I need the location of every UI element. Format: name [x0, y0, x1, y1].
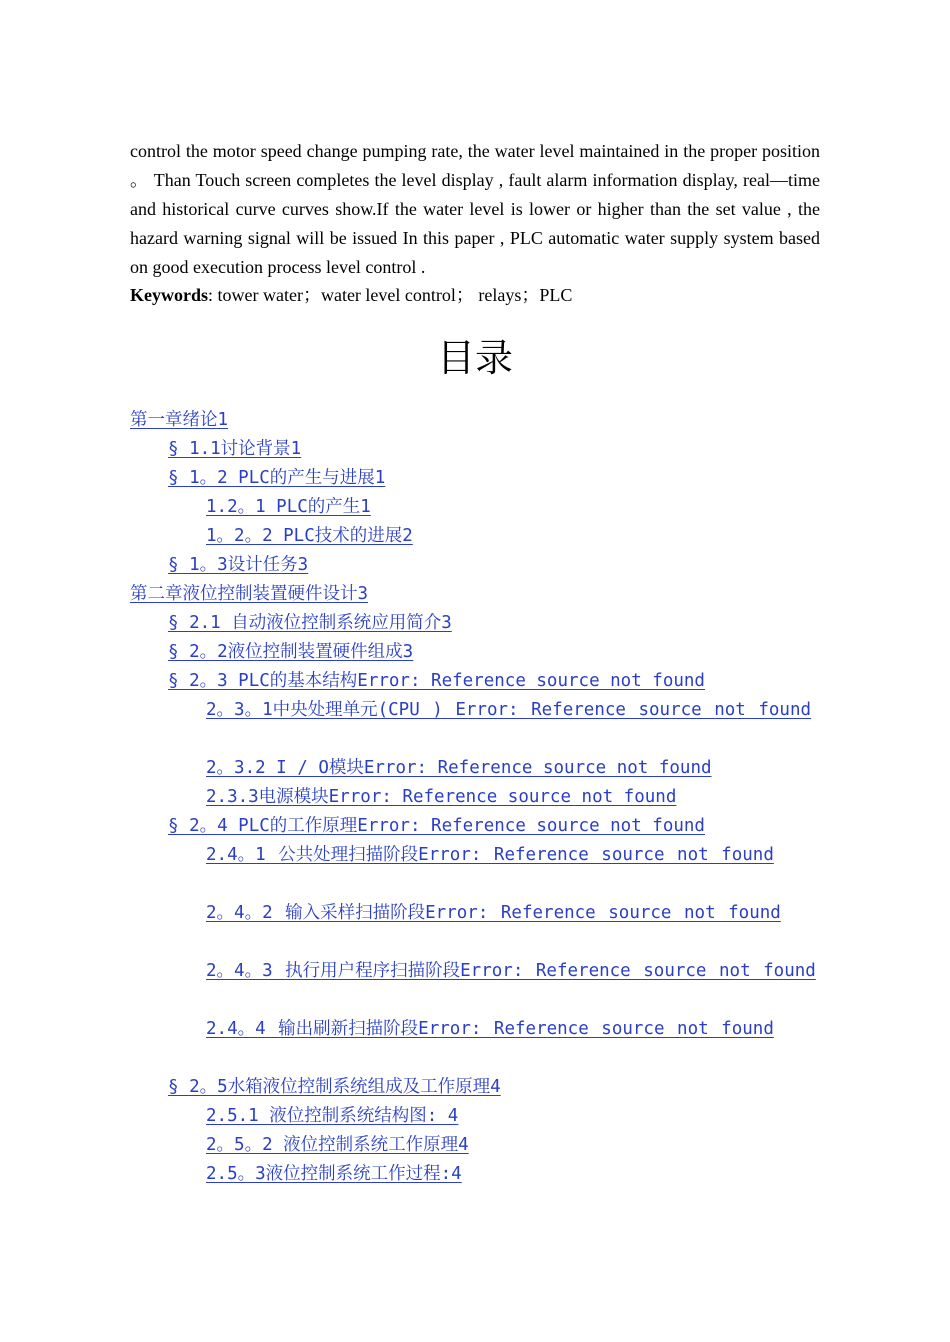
- toc-link-chapter-2[interactable]: 第二章液位控制装置硬件设计3: [130, 584, 369, 604]
- toc-link-section-2-4-4[interactable]: 2.4。4 输出刷新扫描阶段Error: Reference source not found: [206, 1019, 774, 1039]
- toc-link-section-1-1[interactable]: § 1.1讨论背景1: [168, 439, 302, 459]
- toc-link-section-1-2-2[interactable]: 1。2。2 PLC技术的进展2: [206, 526, 413, 546]
- toc-link-section-2-3-1[interactable]: 2。3。1中央处理单元(CPU ) Error: Reference source not found: [206, 700, 812, 720]
- toc-link-section-2-2[interactable]: § 2。2液位控制装置硬件组成3: [168, 642, 414, 662]
- toc-link-section-2-4[interactable]: § 2。4 PLC的工作原理Error: Reference source not found: [168, 816, 705, 836]
- toc-link-section-1-2-1[interactable]: 1.2。1 PLC的产生1: [206, 497, 371, 517]
- toc-link-section-2-5-3[interactable]: 2.5。3液位控制系统工作过程:4: [206, 1164, 462, 1184]
- toc-link-section-2-4-1[interactable]: 2.4。1 公共处理扫描阶段Error: Reference source not found: [206, 845, 774, 865]
- toc-link-section-2-4-2[interactable]: 2。4。2 输入采样扫描阶段Error: Reference source not found: [206, 903, 781, 923]
- toc-link-section-1-2[interactable]: § 1。2 PLC的产生与进展1: [168, 468, 386, 488]
- toc-link-chapter-1[interactable]: 第一章绪论1: [130, 410, 229, 430]
- toc-link-section-2-3[interactable]: § 2。3 PLC的基本结构Error: Reference source not found: [168, 671, 705, 691]
- toc-link-section-2-1[interactable]: § 2.1 自动液位控制系统应用简介3: [168, 613, 452, 633]
- toc-link-section-1-3[interactable]: § 1。3设计任务3: [168, 555, 309, 575]
- toc-link-section-2-4-3[interactable]: 2。4。3 执行用户程序扫描阶段Error: Reference source not found: [206, 961, 816, 981]
- toc-link-section-2-5-2[interactable]: 2。5。2 液位控制系统工作原理4: [206, 1135, 469, 1155]
- keywords-label: Keywords: [130, 285, 208, 305]
- toc-link-section-2-5-1[interactable]: 2.5.1 液位控制系统结构图: 4: [206, 1106, 459, 1126]
- keywords-text: : tower water；water level control； relays；PLC: [208, 285, 573, 305]
- toc-title: 目录: [436, 336, 513, 380]
- abstract-paragraph: control the motor speed change pumping rate, the water level maintained in the proper position 。 Than Touch screen completes the level display , fault alarm information display, real—time and historical curve curves show.If the water level is lower or higher than the set value , the hazard warning signal will be issued In this paper , PLC automatic water supply system based on good execution process level control .: [130, 141, 820, 277]
- toc-link-section-2-3-3[interactable]: 2.3.3电源模块Error: Reference source not found: [206, 787, 677, 807]
- toc-link-section-2-3-2[interactable]: 2。3.2 I / O模块Error: Reference source not found: [206, 758, 712, 778]
- toc-link-section-2-5[interactable]: § 2。5水箱液位控制系统组成及工作原理4: [168, 1077, 501, 1097]
